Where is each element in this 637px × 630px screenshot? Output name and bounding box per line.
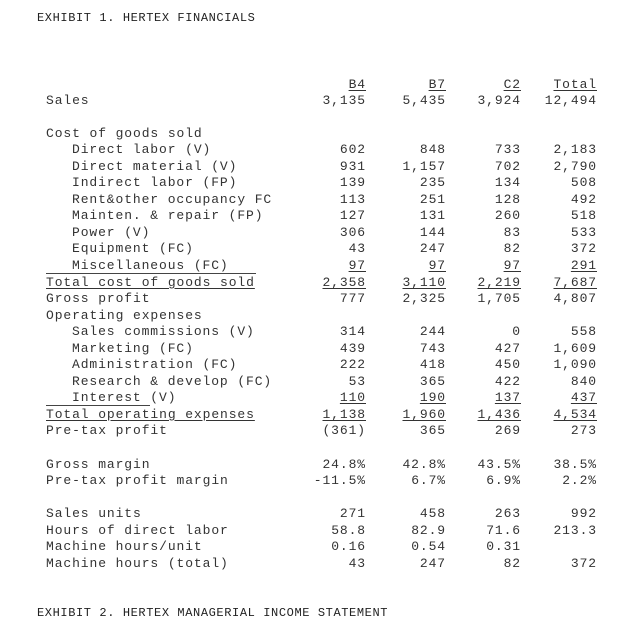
row-label: Interest (V) <box>72 390 177 405</box>
cell-value: 139 <box>339 175 366 190</box>
table-row <box>0 457 637 473</box>
cell-value: 1,609 <box>553 341 597 356</box>
row-label: Cost of goods sold <box>46 126 203 141</box>
row-label: Hours of direct labor <box>46 523 229 538</box>
row-label: Gross profit <box>46 291 151 306</box>
cell-value: 97 <box>348 258 366 273</box>
cell-value: -11.5% <box>313 473 366 488</box>
cell-value: 4,534 <box>553 407 597 422</box>
cell-value: 6.9% <box>486 473 521 488</box>
cell-value: 190 <box>419 390 446 405</box>
cell-value: 82 <box>503 241 521 256</box>
table-row <box>0 374 637 390</box>
table-row <box>0 175 637 191</box>
cell-value: 2,790 <box>553 159 597 174</box>
row-label: Administration (FC) <box>72 357 238 372</box>
cell-value: 422 <box>494 374 521 389</box>
cell-value: 82 <box>503 556 521 571</box>
cell-value: 602 <box>339 142 366 157</box>
row-label: Direct material (V) <box>72 159 238 174</box>
exhibit-title: EXHIBIT 1. HERTEX FINANCIALS <box>37 11 256 25</box>
table-row <box>0 407 637 423</box>
table-row <box>0 225 637 241</box>
cell-value: 110 <box>339 390 366 405</box>
cell-value: 306 <box>339 225 366 240</box>
cell-value: 3,110 <box>402 275 446 290</box>
row-label: Direct labor (V) <box>72 142 212 157</box>
cell-value: 82.9 <box>411 523 446 538</box>
cell-value: 372 <box>570 556 597 571</box>
table-row <box>0 241 637 257</box>
row-label: Research & develop (FC) <box>72 374 273 389</box>
table-row <box>0 159 637 175</box>
cell-value: 83 <box>503 225 521 240</box>
row-label: Pre-tax profit <box>46 423 168 438</box>
cell-value: 437 <box>570 390 597 405</box>
cell-value: 840 <box>570 374 597 389</box>
row-label: Sales commissions (V) <box>72 324 255 339</box>
cell-value: 58.8 <box>331 523 366 538</box>
table-row <box>0 523 637 539</box>
cell-value: 6.7% <box>411 473 446 488</box>
row-label: Rent&other occupancy FC <box>72 192 273 207</box>
cell-value: 372 <box>570 241 597 256</box>
cell-value: 743 <box>419 341 446 356</box>
table-row <box>0 258 637 274</box>
cell-value: 113 <box>339 192 366 207</box>
row-label: Pre-tax profit margin <box>46 473 229 488</box>
row-label: Marketing (FC) <box>72 341 194 356</box>
cell-value: 251 <box>419 192 446 207</box>
cell-value: 43.5% <box>477 457 521 472</box>
cell-value: 0.54 <box>411 539 446 554</box>
table-row <box>0 192 637 208</box>
table-row <box>0 291 637 307</box>
row-label: Miscellaneous (FC) <box>72 258 229 273</box>
cell-value: 2,219 <box>477 275 521 290</box>
cell-value: 0.16 <box>331 539 366 554</box>
row-label: Sales <box>46 93 90 108</box>
table-row <box>0 275 637 291</box>
table-row <box>0 423 637 439</box>
row-label: Equipment (FC) <box>72 241 194 256</box>
cell-value: 3,924 <box>477 93 521 108</box>
row-label: Machine hours (total) <box>46 556 229 571</box>
cell-value: 42.8% <box>402 457 446 472</box>
cell-value: 4,807 <box>553 291 597 306</box>
row-label: Total cost of goods sold <box>46 275 255 290</box>
cell-value: 2,325 <box>402 291 446 306</box>
cell-value: 235 <box>419 175 446 190</box>
cell-value: 1,138 <box>322 407 366 422</box>
table-row <box>0 556 637 572</box>
table-row <box>0 357 637 373</box>
table-row <box>0 473 637 489</box>
cell-value: 247 <box>419 241 446 256</box>
cell-value: 518 <box>570 208 597 223</box>
cell-value: 992 <box>570 506 597 521</box>
cell-value: 134 <box>494 175 521 190</box>
cell-value: 777 <box>339 291 366 306</box>
cell-value: 702 <box>494 159 521 174</box>
cell-value: 458 <box>419 506 446 521</box>
row-label: Operating expenses <box>46 308 203 323</box>
cell-value: 439 <box>339 341 366 356</box>
cell-value: 7,687 <box>553 275 597 290</box>
cell-value: 222 <box>339 357 366 372</box>
cell-value: 97 <box>503 258 521 273</box>
table-row <box>0 506 637 522</box>
row-label: Gross margin <box>46 457 151 472</box>
table-row <box>0 93 637 109</box>
cell-value: 365 <box>419 374 446 389</box>
cell-value: 1,705 <box>477 291 521 306</box>
cell-value: 314 <box>339 324 366 339</box>
cell-value: 5,435 <box>402 93 446 108</box>
divider <box>46 405 150 406</box>
table-row <box>0 539 637 555</box>
cell-value: 263 <box>494 506 521 521</box>
table-row <box>0 308 637 324</box>
cell-value: 508 <box>570 175 597 190</box>
cell-value: 271 <box>339 506 366 521</box>
cell-value: 1,960 <box>402 407 446 422</box>
cell-value: 97 <box>428 258 446 273</box>
row-label: Machine hours/unit <box>46 539 203 554</box>
cell-value: 269 <box>494 423 521 438</box>
cell-value: 0 <box>512 324 521 339</box>
table-row <box>0 324 637 340</box>
column-header-row <box>0 77 637 93</box>
cell-value: 127 <box>339 208 366 223</box>
cell-value: 247 <box>419 556 446 571</box>
table-row <box>0 208 637 224</box>
cell-value: 450 <box>494 357 521 372</box>
cell-value: 244 <box>419 324 446 339</box>
cell-value: 931 <box>339 159 366 174</box>
cell-value: 365 <box>419 423 446 438</box>
row-label: Sales units <box>46 506 142 521</box>
cell-value: 273 <box>570 423 597 438</box>
table-row <box>0 142 637 158</box>
cell-value: 1,436 <box>477 407 521 422</box>
cell-value: 427 <box>494 341 521 356</box>
row-label: Mainten. & repair (FP) <box>72 208 264 223</box>
cell-value: 128 <box>494 192 521 207</box>
cell-value: 533 <box>570 225 597 240</box>
column-header: B7 <box>428 77 446 92</box>
cell-value: 12,494 <box>544 93 597 108</box>
table-row <box>0 126 637 142</box>
cell-value: 260 <box>494 208 521 223</box>
column-header: C2 <box>503 77 521 92</box>
cell-value: 2,358 <box>322 275 366 290</box>
cell-value: 2.2% <box>562 473 597 488</box>
cell-value: 848 <box>419 142 446 157</box>
cell-value: 53 <box>348 374 366 389</box>
cell-value: 3,135 <box>322 93 366 108</box>
cell-value: 213.3 <box>553 523 597 538</box>
cell-value: 492 <box>570 192 597 207</box>
divider <box>46 273 256 274</box>
row-label: Power (V) <box>72 225 151 240</box>
cell-value: 2,183 <box>553 142 597 157</box>
next-exhibit-title: EXHIBIT 2. HERTEX MANAGERIAL INCOME STATEMENT <box>37 606 389 620</box>
column-header: B4 <box>348 77 366 92</box>
row-label: Total operating expenses <box>46 407 255 422</box>
row-label: Indirect labor (FP) <box>72 175 238 190</box>
cell-value: 38.5% <box>553 457 597 472</box>
column-header: Total <box>553 77 597 92</box>
cell-value: 1,157 <box>402 159 446 174</box>
cell-value: 733 <box>494 142 521 157</box>
cell-value: 43 <box>348 241 366 256</box>
table-row <box>0 390 637 406</box>
cell-value: 418 <box>419 357 446 372</box>
cell-value: 144 <box>419 225 446 240</box>
cell-value: 558 <box>570 324 597 339</box>
cell-value: 0.31 <box>486 539 521 554</box>
table-row <box>0 341 637 357</box>
cell-value: 291 <box>570 258 597 273</box>
cell-value: (361) <box>322 423 366 438</box>
cell-value: 71.6 <box>486 523 521 538</box>
cell-value: 131 <box>419 208 446 223</box>
cell-value: 24.8% <box>322 457 366 472</box>
cell-value: 1,090 <box>553 357 597 372</box>
cell-value: 137 <box>494 390 521 405</box>
cell-value: 43 <box>348 556 366 571</box>
